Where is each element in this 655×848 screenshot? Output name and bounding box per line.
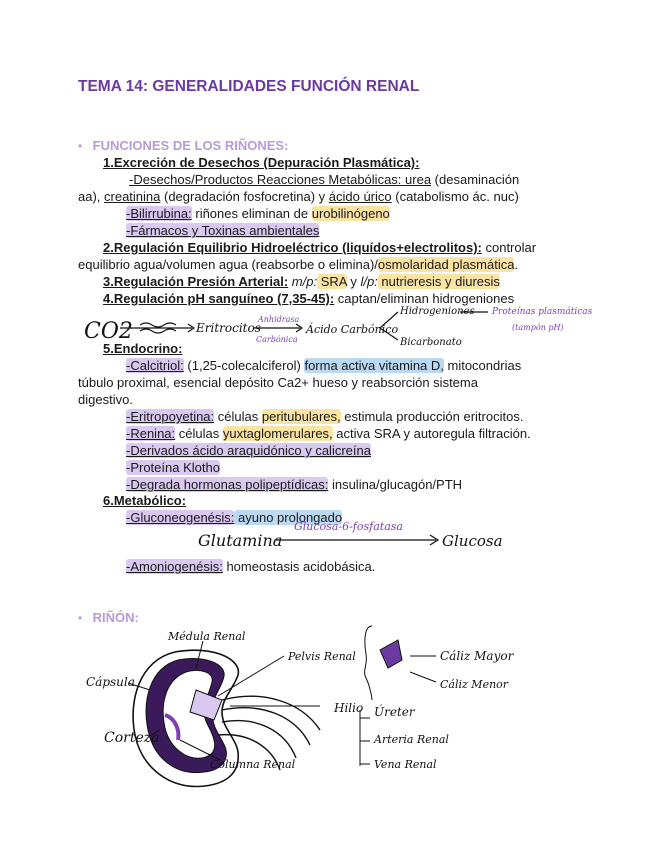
arrow-line	[410, 672, 436, 682]
text: -Bilirrubina:	[126, 206, 192, 221]
text: urobilinógeno	[311, 206, 390, 221]
text: captan/eliminan hidrogeniones	[334, 291, 515, 306]
caliz-icon	[380, 640, 402, 668]
text: ayuno prolongado	[234, 510, 343, 525]
text: -Fármacos y Toxinas ambientales	[126, 223, 320, 238]
corteza-label: Corteza	[104, 730, 160, 746]
text: m/p:	[288, 274, 318, 289]
text: (desaminación	[431, 172, 520, 187]
heading-text: 3.Regulación Presión Arterial:	[103, 274, 289, 289]
text: células	[214, 409, 262, 424]
text: -Degrada hormonas polipeptídicas:	[126, 477, 329, 492]
bullet: •	[78, 611, 83, 625]
text: -Calcitriol:	[126, 358, 184, 373]
hilio-label: Hilio	[334, 701, 364, 715]
arteria-label: Arteria Renal	[374, 733, 449, 746]
ureter-label: Úreter	[374, 705, 415, 719]
text: (1,25-colecalciferol)	[183, 358, 305, 373]
text: y	[346, 274, 361, 289]
text: -Desechos/Productos Reacciones Metabólicas:	[129, 172, 402, 187]
text: SRA	[317, 274, 347, 289]
text: nutrieresis y diuresis	[377, 274, 500, 289]
tampon-label: (tampón pH)	[512, 323, 564, 332]
text: (degradación fosfocretina) y	[160, 189, 329, 204]
bullet: •	[78, 139, 83, 153]
text: equilibrio agua/volumen agua (reabsorbe o elimina)/	[78, 257, 378, 272]
text: urea	[401, 172, 432, 187]
text: ácido úrico	[328, 189, 392, 204]
text: activa SRA y autoregula filtración.	[332, 426, 531, 441]
text: -Proteína Klotho	[126, 460, 220, 475]
heading-text: 1.Excreción de Desechos (Depuración Plasmática):	[103, 155, 420, 170]
anhidrasa-label: Anhidrasa	[258, 315, 300, 324]
columna-label: Columna Renal	[210, 758, 296, 771]
caliz-menor-label: Cáliz Menor	[440, 678, 509, 691]
bracket-line	[360, 710, 370, 766]
co2-label: CO2	[84, 319, 133, 344]
enzima-label: Glucosa-6-fosfatasa	[294, 520, 403, 533]
section-title: RIÑÓN:	[92, 610, 139, 625]
text: controlar	[481, 240, 537, 255]
text: riñones eliminan de	[191, 206, 312, 221]
text: (catabolismo ác. nuc)	[391, 189, 519, 204]
text: células	[175, 426, 223, 441]
capsula-label: Cápsula	[86, 675, 135, 689]
bracket-line	[365, 626, 372, 700]
text: digestivo.	[78, 392, 133, 407]
text: insulina/glucagón/PTH	[328, 477, 463, 492]
text: mitocondrias	[443, 358, 522, 373]
carbonica-label: Carbónica	[256, 335, 298, 344]
text: l/p:	[360, 274, 378, 289]
text: forma activa vitamina D,	[304, 358, 444, 373]
heading-text: 6.Metabólico:	[103, 493, 187, 508]
text: peritubulares,	[261, 409, 341, 424]
acido-label: Ácido Carbónico	[306, 323, 399, 336]
pelvis-label: Pelvis Renal	[288, 650, 356, 663]
text: osmolaridad plasmática	[377, 257, 515, 272]
heading-text: 5.Endocrino:	[103, 341, 183, 356]
text: yuxtaglomerulares,	[222, 426, 333, 441]
text: homeostasis acidobásica.	[222, 559, 376, 574]
page-title: TEMA 14: GENERALIDADES FUNCIÓN RENAL	[78, 78, 420, 95]
proteinas-label: Proteínas plasmáticas	[492, 307, 593, 317]
section-title: FUNCIONES DE LOS RIÑONES:	[92, 138, 289, 153]
text: -Gluconeogenésis:	[126, 510, 235, 525]
text: -Renina:	[126, 426, 176, 441]
text: creatinina	[104, 189, 161, 204]
vena-label: Vena Renal	[374, 758, 437, 771]
caliz-mayor-label: Cáliz Mayor	[440, 649, 514, 663]
hidrogeniones-label: Hidrogeniones	[400, 306, 475, 317]
text: .	[514, 257, 519, 272]
heading-text: 2.Regulación Equilibrio Hidroeléctrico (liquídos+electrolitos):	[103, 240, 482, 255]
ureter-curve	[222, 696, 320, 730]
text: -Derivados ácido araquidónico y calicreína	[126, 443, 371, 458]
glutamina-label: Glutamina	[198, 531, 283, 550]
medula-label: Médula Renal	[168, 630, 246, 643]
bicarbonato-label: Bicarbonato	[400, 337, 462, 348]
text: aa),	[78, 189, 105, 204]
text: túbulo proximal, esencial depósito Ca2+ hueso y reabsorción sistema	[78, 375, 478, 390]
eritrocitos-label: Eritrocitos	[196, 321, 261, 335]
glucosa-label: Glucosa	[442, 532, 503, 550]
text: estimula producción eritrocitos.	[340, 409, 524, 424]
text: -Eritropoyetina:	[126, 409, 215, 424]
heading-text: 4.Regulación pH sanguíneo (7,35-45):	[103, 291, 335, 306]
text: -Amoniogenésis:	[126, 559, 223, 574]
